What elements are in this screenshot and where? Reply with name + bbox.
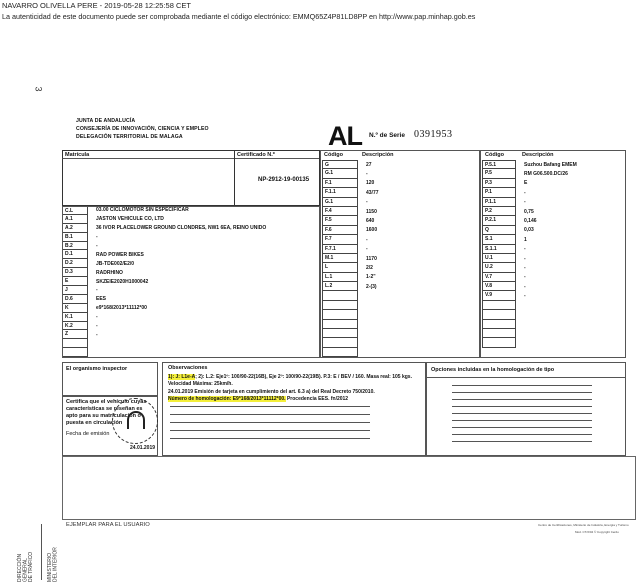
field-code: [482, 320, 516, 329]
field-value: -: [524, 264, 526, 271]
code-row: [482, 310, 624, 319]
field-code: [482, 338, 516, 347]
field-value: -: [524, 293, 526, 300]
field-code: F.4: [322, 207, 358, 216]
right-code-table: [482, 160, 624, 348]
code-row: [482, 198, 624, 207]
field-value: -: [524, 274, 526, 281]
field-code: [482, 310, 516, 319]
field-code: P.3: [482, 179, 516, 188]
code-row: [482, 291, 624, 300]
field-value: JB-TDE002/E2/0: [96, 260, 135, 267]
options-rule: [452, 392, 592, 393]
field-code: M.1: [322, 254, 358, 263]
field-code: F.1.1: [322, 188, 358, 197]
options-rule: [452, 434, 592, 435]
dgt-label: [18, 522, 35, 582]
field-code: G.1: [322, 198, 358, 207]
field-code: [322, 338, 358, 347]
field-code: K.1: [62, 313, 88, 322]
field-value: 36 IVOR PLACELOWER GROUND CLONDRES, NW1 6EA, REINO UNIDO: [96, 225, 267, 232]
ministry-line: DEL INTERIOR: [52, 547, 58, 582]
issuing-organization: [76, 117, 209, 141]
field-code: V.8: [482, 282, 516, 291]
field-value: RADRHINO: [96, 269, 123, 276]
field-code: Q: [482, 226, 516, 235]
options-rule: [452, 427, 592, 428]
code-row: [322, 338, 478, 347]
field-code: C.L: [62, 206, 88, 215]
field-code: B.2: [62, 242, 88, 251]
code-row: [322, 263, 478, 272]
field-value: 0,146: [524, 218, 537, 225]
code-row: [482, 282, 624, 291]
code-row: [482, 216, 624, 225]
obs-line: Velocidad Máxima: 25km/h.: [168, 381, 233, 388]
field-value: 1-2": [366, 274, 376, 281]
field-code: D.3: [62, 268, 88, 277]
options-rule: [452, 413, 592, 414]
field-code: P.2.1: [482, 216, 516, 225]
field-value: 1: [524, 236, 527, 243]
field-code: P.5.1: [482, 160, 516, 169]
obs-rule: [170, 422, 370, 423]
options-label: Opciones incluidas en la homologación de tipo: [431, 367, 555, 373]
field-code: S.1.1: [482, 245, 516, 254]
field-value: RAD POWER BIKES: [96, 251, 144, 258]
ministry-logo: [18, 522, 59, 582]
field-code: K.2: [62, 322, 88, 331]
serie-label: N.º de Serie: [369, 132, 405, 139]
field-value: 0,75: [524, 208, 534, 215]
code-row: [322, 235, 478, 244]
code-row: [322, 169, 478, 178]
field-value: 1170: [366, 255, 377, 262]
fecha-label: Fecha de emisión: [66, 431, 110, 437]
field-value: -: [524, 189, 526, 196]
obs-line: ; 2): L.2: Eje1º: 100/90-22(16B), Eje 2º: 100/90-22(19B). P.3: E / BEV / 160. Masa real: 105 kgs.: [195, 374, 412, 380]
field-code: P.1: [482, 188, 516, 197]
vehicle-card: [62, 110, 636, 528]
field-code: [322, 310, 358, 319]
mid-code-header: Código: [324, 152, 343, 158]
certify-text: Certifica que el vehículo cuyas características se reseñan es apto para su matriculación o puesta en circulación: [66, 399, 147, 426]
mid-desc-header: Descripción: [362, 152, 394, 158]
field-value: -: [96, 243, 98, 249]
obs-line: Procedencia EES. fn/2012: [285, 395, 349, 402]
field-value: Suzhou Bafang EMEM: [524, 161, 577, 168]
field-code: V.7: [482, 273, 516, 282]
code-row: [322, 207, 478, 216]
field-code: L: [322, 263, 358, 272]
field-code: G.1: [322, 169, 358, 178]
ministry-line: DE TRÁFICO: [28, 551, 34, 582]
field-value: -: [524, 199, 526, 206]
options-rule: [452, 385, 592, 386]
code-row: [322, 348, 478, 357]
ministry-line: DIRECCIÓN: [17, 553, 23, 582]
field-value: 03.00 CICLOMOTOR SIN ESPECIFICAR: [96, 207, 189, 214]
matricula-label: Matrícula: [65, 152, 90, 158]
field-code: F.7: [322, 235, 358, 244]
field-value: 2/2: [366, 264, 373, 271]
field-value: 43/77: [366, 189, 379, 196]
field-code: P.2: [482, 207, 516, 216]
code-row: [482, 169, 624, 178]
code-row: [482, 254, 624, 263]
code-row: [322, 320, 478, 329]
code-row: [482, 273, 624, 282]
signer-line: NAVARRO OLIVELLA PERE - 2019-05-28 12:25:58 CET: [2, 1, 191, 10]
org-line: JUNTA DE ANDALUCÍA: [76, 118, 136, 124]
bottom-blank-box: [62, 456, 636, 520]
field-code: [482, 329, 516, 338]
field-value: 1600: [366, 227, 378, 234]
ministry-divider: [41, 524, 42, 580]
obs-rule: [170, 414, 370, 415]
field-code: P.1.1: [482, 198, 516, 207]
left-table-frame: [62, 206, 320, 358]
official-stamp: [112, 398, 158, 444]
ministry-line: GENERAL: [22, 558, 29, 582]
field-value: 0,03: [524, 227, 534, 234]
field-code: F.6: [322, 226, 358, 235]
code-row: [482, 301, 624, 310]
inspector-label: El organismo inspector: [66, 366, 128, 372]
field-value: -: [366, 199, 368, 206]
field-value: -: [366, 246, 368, 253]
code-row: [322, 329, 478, 338]
vehicle-category-highlight: 1): J: L1e-A: [168, 374, 196, 380]
code-row: [482, 338, 624, 347]
footer-small-2: Mod. CT/2/04 © Copyright Cerdo: [575, 530, 619, 534]
field-code: A.1: [62, 215, 88, 224]
authenticity-line: La autenticidad de este documento puede ser comprobada mediante el código electrónico: EMMQ65Z4P81LD8PP en http://www.pap.minhap.gob.es: [2, 12, 476, 21]
code-row: [482, 245, 624, 254]
field-code: E: [62, 277, 88, 286]
field-code: U.1: [482, 254, 516, 263]
obs-rule: [170, 438, 370, 439]
field-code: [322, 329, 358, 338]
org-line: DELEGACIÓN TERRITORIAL DE MALAGA: [76, 134, 183, 140]
options-rule: [452, 420, 592, 421]
serie-number: 0391953: [414, 129, 453, 140]
code-row: [482, 160, 624, 169]
field-code: [322, 320, 358, 329]
field-code: Z: [62, 330, 88, 339]
field-code: S.1: [482, 235, 516, 244]
field-value: -: [366, 236, 368, 243]
field-value: 640: [366, 218, 375, 225]
code-row: [482, 207, 624, 216]
field-code: D.6: [62, 295, 88, 304]
field-code: A.2: [62, 224, 88, 233]
ministry-line: MINISTERIO: [46, 552, 53, 582]
stamp-emblem-icon: [127, 411, 145, 429]
field-code: P.5: [482, 169, 516, 178]
code-row: [482, 263, 624, 272]
obs-rule: [170, 406, 370, 407]
code-row: [322, 273, 478, 282]
code-row: [322, 216, 478, 225]
field-value: JASTON VEHICULE CO, LTD: [96, 216, 164, 223]
code-row: [322, 226, 478, 235]
field-code: D.2: [62, 259, 88, 268]
field-value: 2-(3): [366, 283, 377, 290]
obs-line: 24.01.2019 Emisión de tarjeta en cumplimiento del art. 6.3 a) del Real Decreto 750/2010.: [168, 388, 375, 395]
copy-label: EJEMPLAR PARA EL USUARIO: [66, 522, 150, 528]
field-value: -: [524, 246, 526, 253]
certificado-number: NP-2912-19-00135: [258, 177, 310, 183]
field-code: G: [322, 160, 358, 169]
code-row: [322, 254, 478, 263]
field-value: -: [96, 314, 98, 321]
field-value: 120: [366, 180, 375, 187]
field-code: F.7.1: [322, 245, 358, 254]
field-code: B.1: [62, 233, 88, 242]
field-value: -: [96, 287, 98, 294]
field-value: EES: [96, 296, 107, 303]
code-row: [322, 301, 478, 310]
field-code: J: [62, 286, 88, 295]
code-row: [322, 291, 478, 300]
field-code: [322, 291, 358, 300]
field-value: RM G06.500.DC/26: [524, 171, 568, 178]
code-row: [482, 329, 624, 338]
observations-text: [168, 374, 468, 403]
field-code: D.1: [62, 250, 88, 259]
code-row: [482, 179, 624, 188]
certificado-label: Certificado N.º: [237, 152, 275, 158]
code-row: [482, 320, 624, 329]
field-code: F.1: [322, 179, 358, 188]
options-rule: [452, 406, 592, 407]
code-row: [322, 282, 478, 291]
field-value: e9*168/2013*11112*00: [96, 305, 147, 312]
footer-small-1: Centro de Certificaciones, Ministerio de Industria, Energía y Turismo: [538, 523, 629, 527]
code-row: [322, 198, 478, 207]
field-value: SKZEIE2020H1000042: [96, 278, 149, 285]
right-code-header: Código: [485, 152, 504, 158]
org-line: CONSEJERÍA DE INNOVACIÓN, CIENCIA Y EMPLEO: [76, 126, 209, 132]
field-code: U.2: [482, 263, 516, 272]
stamp-date: 24.01.2019: [130, 445, 156, 451]
field-value: -: [366, 171, 368, 178]
code-row: [322, 188, 478, 197]
field-value: 1150: [366, 208, 377, 215]
field-value: 27: [366, 161, 372, 168]
ministry-interior-label: [48, 522, 59, 582]
field-value: -: [524, 255, 526, 262]
code-row: [322, 310, 478, 319]
mid-code-table: [322, 160, 478, 357]
field-code: K: [62, 304, 88, 313]
field-code: [322, 348, 358, 357]
options-rule: [452, 441, 592, 442]
code-row: [482, 188, 624, 197]
field-code: F.5: [322, 216, 358, 225]
code-row: [322, 160, 478, 169]
obs-rule: [170, 430, 370, 431]
field-value: -: [96, 323, 98, 330]
code-row: [482, 226, 624, 235]
code-row: [322, 179, 478, 188]
observations-label: Observaciones: [168, 365, 208, 371]
right-desc-header: Descripción: [522, 152, 554, 158]
field-value: E: [524, 180, 528, 187]
page-marker: 3: [33, 86, 44, 92]
homologation-highlight: Número de homologación: E9*168/2013*11112*00.: [168, 395, 286, 402]
field-code: L.1: [322, 273, 358, 282]
al-logo: AL: [328, 121, 362, 151]
field-value: -: [96, 234, 98, 241]
options-rule: [452, 399, 592, 400]
field-code: [482, 301, 516, 310]
field-code: [322, 301, 358, 310]
field-value: -: [524, 283, 526, 290]
code-row: [482, 235, 624, 244]
field-code: L.2: [322, 282, 358, 291]
field-value: -: [96, 331, 98, 338]
code-row: [322, 245, 478, 254]
field-code: V.9: [482, 291, 516, 300]
